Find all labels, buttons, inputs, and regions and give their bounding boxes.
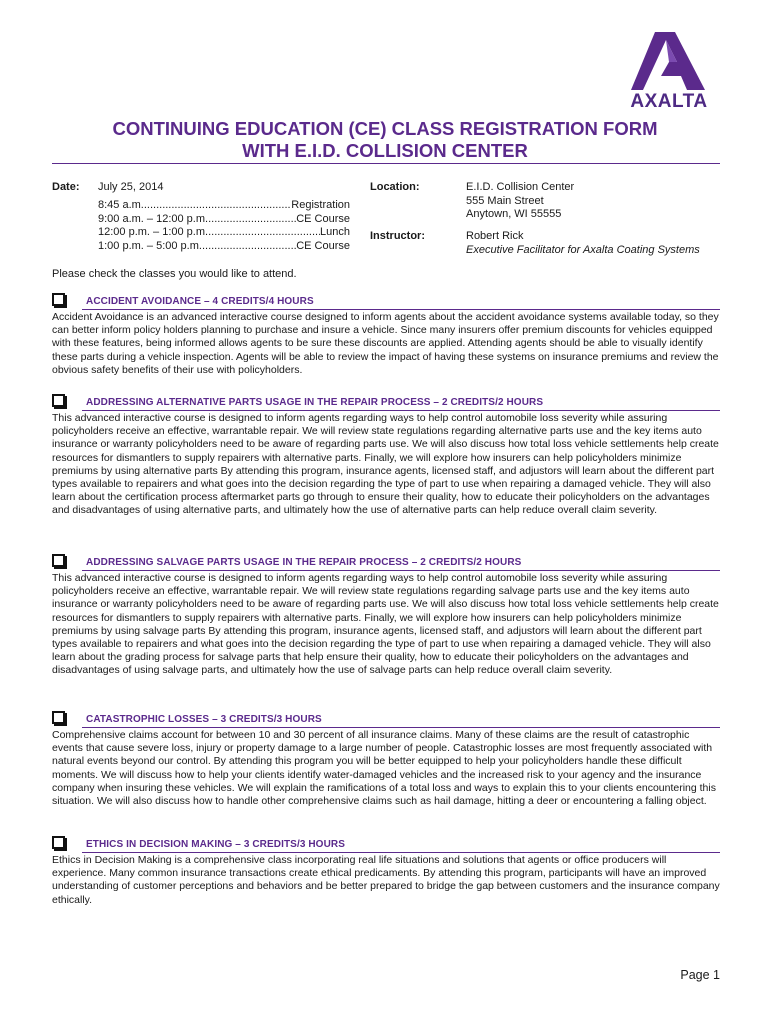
course-description: Comprehensive claims account for between 10 and 30 percent of all insurance claims. Many of these claims are the result of catastrophic events that cause severe loss, injury or property damage to a large number of people. Catastrophic losses are most frequently associated with natural events beyond our control. By attending this program you will be better equipped to help your policyholders handle these difficult moments. We will discuss how to help your clients identify water-damaged vehicles and the increased risk to your agency and the insurance company when insuring these vehicles. We will explain the ramifications of a total loss and ways to explain this to your clients encountering this situation. We will also discuss how to handle other comprehensive claims such as hail damage, hitting a deer or encountering a falling object. [52, 729, 716, 808]
course-accident-avoidance [52, 293, 720, 377]
axalta-logo [617, 30, 721, 112]
course-checkbox[interactable] [52, 293, 65, 306]
course-divider [82, 410, 720, 411]
instructor-info [466, 230, 700, 257]
course-divider [82, 852, 720, 853]
course-alternative-parts [52, 394, 720, 518]
location-line: 555 Main Street [466, 194, 544, 207]
course-catastrophic-losses [52, 711, 720, 808]
course-title: CATASTROPHIC LOSSES – 3 CREDITS/3 HOURS [86, 714, 322, 725]
course-description: This advanced interactive course is designed to inform agents regarding ways to help control automobile loss severity while assuring policyholders receive an effective, warrantable repair. We will review state regulations regarding salvage parts use and the key items auto insurance or warranty policyholders need to be aware of regarding parts use. We will also discuss how total loss vehicle settlements help create resources for dismantlers to supply repairers with alternative parts. Finally, we will explore how insurers can help policyholders minimize premiums by using salvage parts By attending this program, insurance agents, licensed staff, and adjustors will learn about the different part types available to repairers and what goes into the decision regarding the type of part to use when repairing a damaged vehicle. They will also learn about the grading process for salvage parts that help ensure their quality, how to educate their policyholders on the advantages and disadvantages of using salvage parts, and ultimately how the use of salvage parts can help reduce overall claim severity. [52, 572, 719, 677]
schedule-item: CE Course [296, 239, 350, 252]
schedule-row [98, 240, 350, 254]
course-title: ADDRESSING SALVAGE PARTS USAGE IN THE REPAIR PROCESS – 2 CREDITS/2 HOURS [86, 557, 522, 568]
course-header [52, 554, 720, 570]
course-checkbox[interactable] [52, 711, 65, 724]
schedule-time: 12:00 p.m. – 1:00 p.m. [98, 226, 209, 238]
page-title [40, 118, 730, 162]
course-divider [82, 309, 720, 310]
schedule-row [98, 226, 350, 240]
location-line: E.I.D. Collision Center [466, 181, 575, 193]
course-title: ETHICS IN DECISION MAKING – 3 CREDITS/3 HOURS [86, 839, 345, 850]
instructor-title: Executive Facilitator for Axalta Coating Systems [466, 243, 700, 256]
title-divider [52, 163, 720, 164]
course-divider [82, 570, 720, 571]
course-description: Ethics in Decision Making is a comprehensive class incorporating real life situations and solutions that agents or office producers will experience. Many common insurance transactions create ethical predicaments. By attending this program, participants will have an improved understanding of customer perceptions and behaviors and be better prepared to bridge the gap between customers and the insurance company ethically. [52, 854, 720, 906]
course-header [52, 293, 720, 309]
schedule-row [98, 199, 350, 213]
course-ethics-decision-making [52, 836, 720, 907]
schedule-time: 8:45 a.m. [98, 199, 144, 211]
schedule-item: Registration [291, 199, 350, 211]
instructions-text: Please check the classes you would like to attend. [52, 268, 297, 280]
axalta-logo-text: AXALTA [630, 91, 708, 112]
schedule-time: 9:00 a.m. – 12:00 p.m. [98, 212, 209, 225]
schedule-time: 1:00 p.m. – 5:00 p.m. [98, 239, 202, 252]
axalta-a-mark-icon [617, 30, 721, 92]
course-header [52, 711, 720, 727]
course-checkbox[interactable] [52, 836, 65, 849]
title-line-1: CONTINUING EDUCATION (CE) CLASS REGISTRATION FORM [112, 118, 658, 139]
course-title: ACCIDENT AVOIDANCE – 4 CREDITS/4 HOURS [86, 296, 314, 307]
course-divider [82, 727, 720, 728]
course-description: This advanced interactive course is designed to inform agents regarding ways to help control automobile loss severity while assuring policyholders receive an effective, warrantable repair. We will review state regulations regarding alternative parts use and the key items auto insurance or warranty policyholders need to be aware of regarding parts use. We will also discuss how total loss vehicle settlements help create resources for dismantlers to supply repairers with alternative parts. Finally, we will explore how insurers can help policyholders minimize premiums by using alternative parts By attending this program, insurance agents, licensed staff, and adjustors will learn about the different part types available to repairers and what goes into the decision regarding the type of part to use when repairing a damaged vehicle. They will also learn about the certification process aftermarket parts go through to ensure their quality, how to educate their policyholders on the advantages and disadvantages of using alternative parts, and ultimately how the use of alternative parts can help reduce overall claim severity. [52, 412, 719, 517]
course-header [52, 836, 720, 852]
instructor-label: Instructor: [370, 230, 425, 242]
course-salvage-parts [52, 554, 720, 678]
schedule-row [98, 213, 350, 227]
location-line: Anytown, WI 55555 [466, 208, 562, 220]
course-header [52, 394, 720, 410]
date-label: Date: [52, 181, 80, 193]
course-title: ADDRESSING ALTERNATIVE PARTS USAGE IN THE REPAIR PROCESS – 2 CREDITS/2 HOURS [86, 397, 544, 408]
course-checkbox[interactable] [52, 394, 65, 407]
location-label: Location: [370, 181, 420, 193]
schedule-item: Lunch [320, 226, 350, 238]
schedule [98, 199, 350, 253]
instructor-name: Robert Rick [466, 230, 524, 242]
course-description: Accident Avoidance is an advanced interactive course designed to inform agents about the accident avoidance systems available today, so they can better inform policy holders planning to purchase and insure a vehicle. Since many insurers offer premium discounts for vehicles equipped with these features, being informed allows agents to be sure these discounts are applied. Attending agents should be able to visually identify these parts during a vehicle inspection. Agents will be able to review the impact of having these systems on insurance premiums and review the obvious safety benefits of their use with policyholders. [52, 311, 719, 376]
course-checkbox[interactable] [52, 554, 65, 567]
schedule-item: CE Course [296, 212, 350, 225]
title-line-2: WITH E.I.D. COLLISION CENTER [242, 140, 528, 161]
location-address [466, 181, 574, 222]
page-number: Page 1 [680, 968, 720, 982]
date-value: July 25, 2014 [98, 181, 164, 193]
